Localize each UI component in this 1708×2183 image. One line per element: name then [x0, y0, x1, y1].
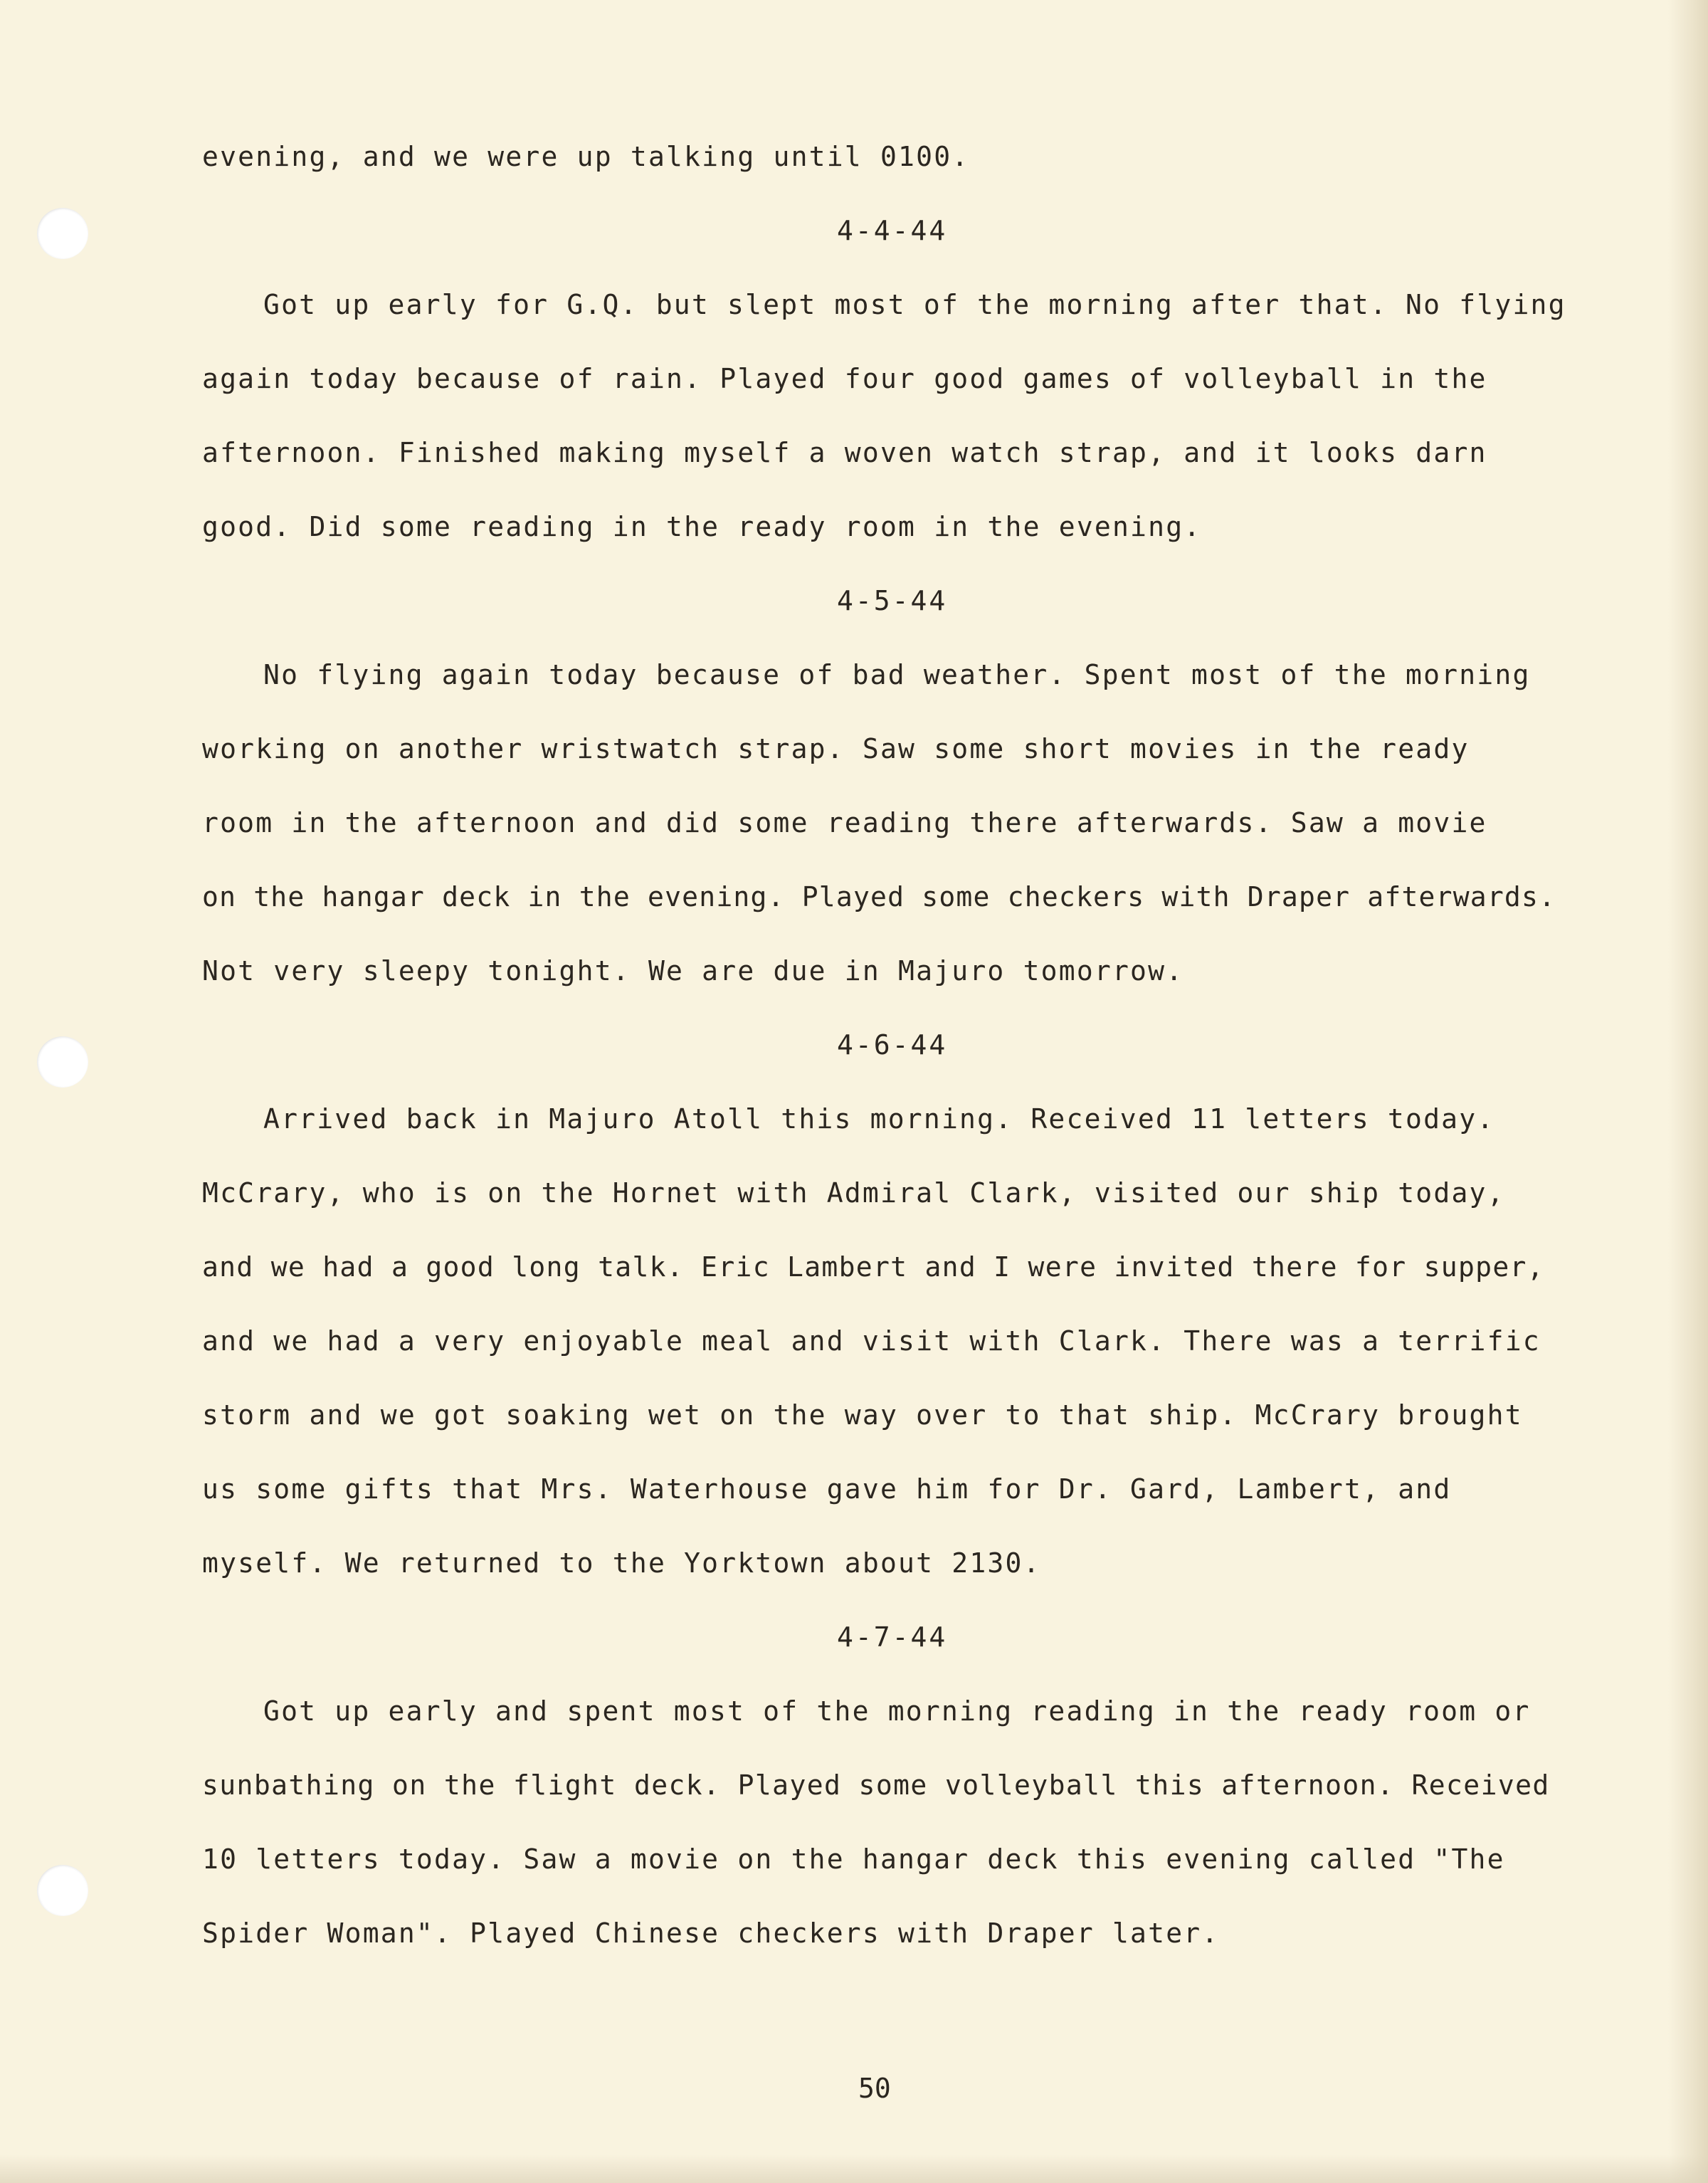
- text-line: 10 letters today. Saw a movie on the hangar deck this evening called "The: [202, 1843, 1505, 1875]
- text-line: myself. We returned to the Yorktown about 2130.: [202, 1547, 1041, 1579]
- page-number: 50: [858, 2073, 891, 2104]
- text-line: McCrary, who is on the Hornet with Admiral Clark, visited our ship today,: [202, 1177, 1505, 1209]
- page-bottom-shadow: [0, 2155, 1708, 2183]
- text-line: room in the afternoon and did some reading there afterwards. Saw a movie: [202, 807, 1487, 838]
- entry-date: 4-7-44: [837, 1621, 948, 1653]
- text-line: and we had a good long talk. Eric Lambert and I were invited there for supper,: [202, 1251, 1544, 1283]
- page-edge-shadow: [1668, 0, 1708, 2183]
- text-line: storm and we got soaking wet on the way over to that ship. McCrary brought: [202, 1399, 1523, 1431]
- text-line: Got up early and spent most of the morning reading in the ready room or: [263, 1695, 1531, 1727]
- text-line: Got up early for G.Q. but slept most of the morning after that. No flying: [263, 289, 1566, 320]
- entry-date: 4-4-44: [837, 215, 948, 246]
- text-line: afternoon. Finished making myself a woven watch strap, and it looks darn: [202, 437, 1487, 468]
- text-line: Not very sleepy tonight. We are due in Majuro tomorrow.: [202, 955, 1184, 987]
- binder-hole-bottom: [37, 1865, 88, 1916]
- text-line: Spider Woman". Played Chinese checkers with Draper later.: [202, 1918, 1220, 1949]
- text-line: and we had a very enjoyable meal and visit with Clark. There was a terrific: [202, 1325, 1541, 1357]
- text-line: us some gifts that Mrs. Waterhouse gave him for Dr. Gard, Lambert, and: [202, 1473, 1452, 1505]
- text-line: No flying again today because of bad weather. Spent most of the morning: [263, 659, 1531, 690]
- text-line: good. Did some reading in the ready room in the evening.: [202, 511, 1202, 542]
- binder-hole-top: [37, 208, 88, 259]
- text-line: Arrived back in Majuro Atoll this morning. Received 11 letters today.: [263, 1103, 1495, 1135]
- text-line: working on another wristwatch strap. Saw some short movies in the ready: [202, 733, 1470, 764]
- text-line: evening, and we were up talking until 0100.: [202, 141, 970, 172]
- text-line: sunbathing on the flight deck. Played some volleyball this afternoon. Received: [202, 1769, 1550, 1801]
- entry-date: 4-5-44: [837, 585, 948, 616]
- text-line: again today because of rain. Played four good games of volleyball in the: [202, 363, 1487, 394]
- binder-hole-middle: [37, 1036, 88, 1088]
- text-line: on the hangar deck in the evening. Played some checkers with Draper afterwards.: [202, 881, 1556, 912]
- entry-date: 4-6-44: [837, 1029, 948, 1061]
